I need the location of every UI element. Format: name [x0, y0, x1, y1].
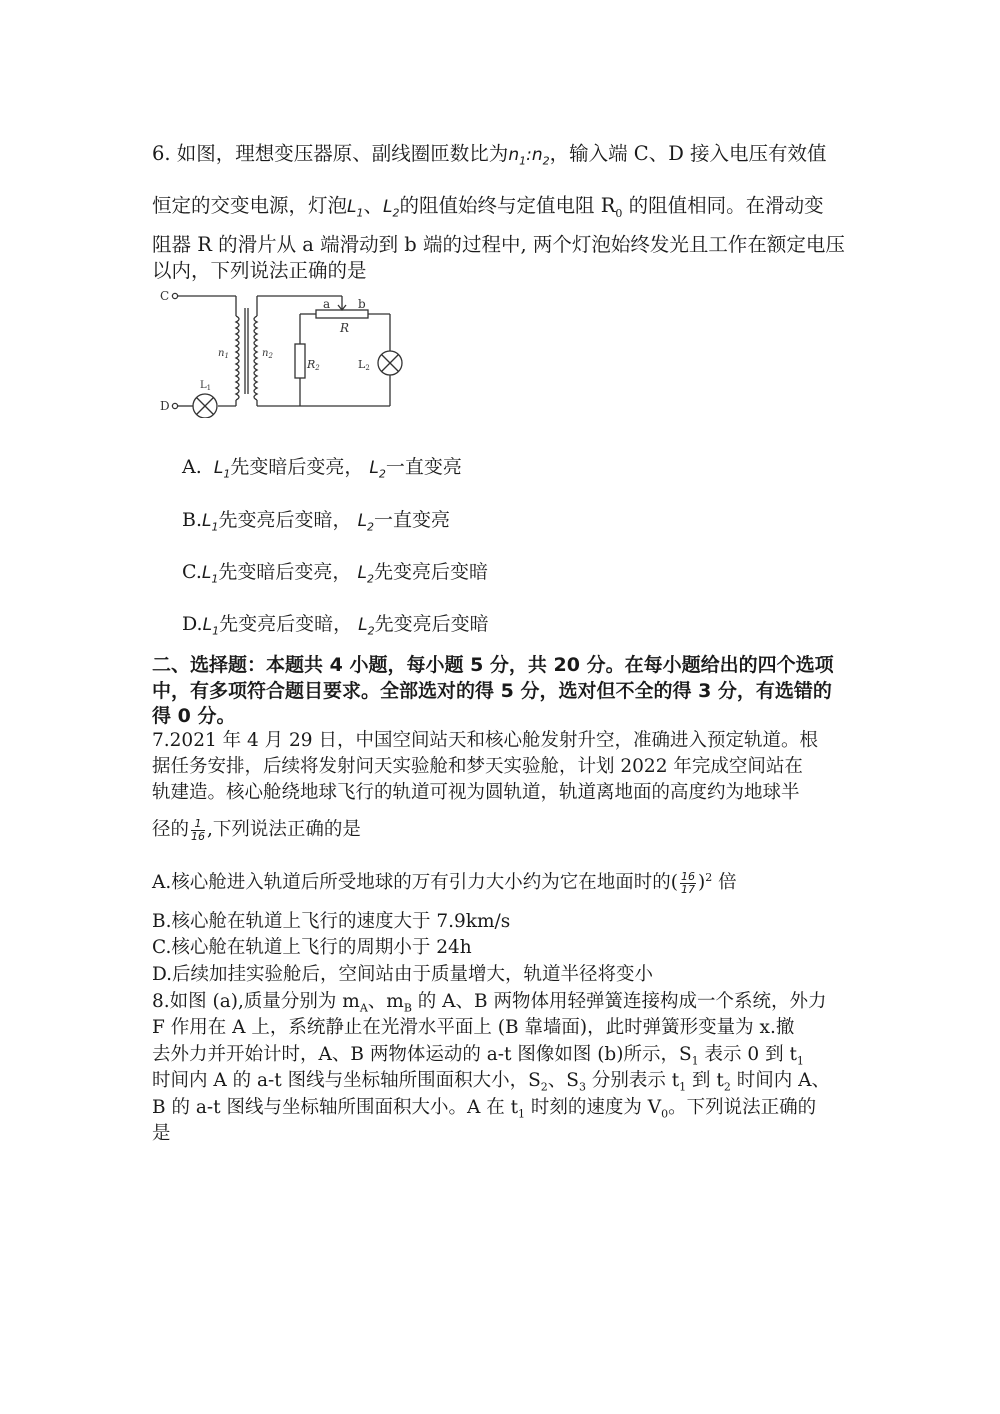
L1-symbol: $L_1$: [202, 615, 220, 638]
q7-option-c[interactable]: C.核心舱在轨道上飞行的周期小于 24h: [152, 937, 472, 958]
L1-symbol: $L_1$: [213, 458, 231, 481]
slider-resistor-r: [316, 310, 368, 318]
subscript: 3: [578, 1080, 586, 1094]
terminal-d: [172, 403, 177, 408]
option-text: 先变亮后变暗: [374, 613, 489, 635]
q7-option-b[interactable]: B.核心舱在轨道上飞行的速度大于 7.9km/s: [152, 911, 511, 932]
L2-symbol: $L_2$: [369, 458, 386, 481]
label-n1: $n_1$: [218, 348, 229, 360]
L2-symbol: $L_2$: [383, 197, 400, 220]
primary-coil: [236, 316, 239, 400]
q8-line-4: [152, 1066, 830, 1094]
exponent: 2: [705, 870, 713, 884]
subscript: 1: [679, 1080, 687, 1094]
label-n2: $n_2$: [262, 348, 273, 360]
option-text: ): [697, 872, 706, 893]
fraction-1-16: $\frac{1}{16}$: [191, 816, 206, 843]
ratio-colon: :: [526, 145, 532, 165]
subscript: 1: [796, 1054, 804, 1068]
subscript: 1: [518, 1107, 526, 1121]
q8-text: 、S: [547, 1070, 579, 1091]
label-l2: L2: [358, 358, 370, 372]
q8-line-1: [152, 987, 827, 1015]
resistor-r2: [295, 344, 305, 378]
subscript: B: [403, 1001, 412, 1015]
option-text: 先变暗后变亮，: [218, 561, 352, 583]
q6-text: 恒定的交变电源，灯泡: [152, 194, 348, 217]
L2-symbol: $L_2$: [358, 615, 375, 638]
subscript: 1: [691, 1054, 699, 1068]
q6-line-3: 阻器 R 的滑片从 a 端滑动到 b 端的过程中, 两个灯泡始终发光且工作在额定电压: [152, 233, 845, 256]
subscript: A: [359, 1001, 368, 1015]
L2-symbol: $L_2$: [357, 511, 375, 534]
option-text: 一直变亮: [385, 456, 462, 478]
subscript: 0: [661, 1107, 669, 1121]
L1-symbol: $L_1$: [201, 563, 219, 586]
option-text: A.核心舱进入轨道后所受地球的万有引力大小约为它在地面时的(: [152, 872, 678, 893]
q7-option-a[interactable]: [152, 868, 737, 896]
option-label: A.: [182, 456, 202, 478]
q8-text: 时间内 A、: [730, 1070, 830, 1091]
q8-text: 8.如图 (a),质量分别为 m: [152, 991, 360, 1012]
section2-heading-line-3: 得 0 分。: [152, 705, 236, 727]
q6-text: 的阻值相同。在滑动变: [622, 194, 824, 217]
label-c: C: [160, 289, 170, 303]
n1-symbol: $n_1$: [508, 145, 527, 168]
q8-text: 表示 0 到 t: [698, 1044, 797, 1065]
label-b: b: [358, 297, 366, 311]
label-r: R: [340, 321, 350, 335]
q8-text: 、m: [367, 991, 404, 1012]
option-text: 先变亮后变暗，: [218, 509, 352, 531]
q7-text: 径的: [152, 819, 190, 840]
n2-symbol: $n_2$: [531, 145, 550, 168]
q6-line-1: [152, 138, 827, 167]
L2-symbol: $L_2$: [357, 563, 374, 586]
option-label: B.: [182, 509, 203, 531]
fraction-16-17: $\frac{16}{17}$: [680, 869, 695, 896]
option-label: D.: [182, 613, 203, 635]
q8-text: 分别表示 t: [585, 1070, 680, 1091]
q7-option-d[interactable]: D.后续加挂实验舱后，空间站由于质量增大，轨道半径将变小: [152, 964, 654, 985]
q8-text: 时间内 A 的 a-t 图线与坐标轴所围面积大小，S: [152, 1070, 541, 1091]
option-text: 倍: [712, 872, 737, 893]
q8-line-6: 是: [152, 1123, 171, 1144]
q8-text: 的 A、B 两物体用轻弹簧连接构成一个系统，外力: [411, 991, 827, 1012]
q6-option-b[interactable]: [182, 505, 450, 533]
label-l1: $L_1$: [200, 380, 212, 392]
q8-text: B 的 a-t 图线与坐标轴所围面积大小。A 在 t: [152, 1097, 519, 1118]
q6-text: 6. 如图，理想变压器原、副线圈匝数比为: [152, 142, 509, 165]
q6-option-d[interactable]: [182, 609, 489, 637]
q8-text: 时刻的速度为 V: [525, 1097, 662, 1118]
q6-text: 、: [363, 194, 384, 217]
label-a: a: [323, 297, 331, 311]
label-r2: R2: [307, 358, 320, 372]
r0-subscript: 0: [615, 206, 623, 220]
transformer-circuit-diagram: [158, 288, 408, 418]
label-d: D: [160, 399, 170, 413]
subscript: 2: [723, 1080, 731, 1094]
section2-heading-line-1: 二、选择题：本题共 4 小题，每小题 5 分，共 20 分。在每小题给出的四个选项: [152, 654, 834, 676]
q7-line-1: 7.2021 年 4 月 29 日，中国空间站天和核心舱发射升空，准确进入预定轨道。根: [152, 730, 818, 751]
q6-line-2: [152, 190, 824, 220]
q6-line-4: 以内，下列说法正确的是: [152, 259, 367, 282]
secondary-coil: [254, 316, 257, 400]
q7-line-2: 据任务安排，后续将发射问天实验舱和梦天实验舱，计划 2022 年完成空间站在: [152, 756, 803, 777]
q7-line-4: [152, 815, 361, 843]
section2-heading-line-2: 中，有多项符合题目要求。全部选对的得 5 分，选对但不全的得 3 分，有选错的: [152, 680, 832, 702]
q6-text: 的阻值始终与定值电阻 R: [399, 194, 616, 217]
q8-text: 到 t: [686, 1070, 724, 1091]
q7-line-3: 轨建造。核心舱绕地球飞行的轨道可视为圆轨道，轨道离地面的高度约为地球半: [152, 782, 800, 803]
terminal-c: [172, 293, 177, 298]
subscript: 2: [540, 1080, 548, 1094]
q6-text: ，输入端 C、D 接入电压有效值: [549, 142, 827, 165]
option-text: 一直变亮: [374, 509, 451, 531]
q8-line-3: [152, 1040, 804, 1068]
q8-text: 去外力并开始计时，A、B 两物体运动的 a-t 图像如图 (b)所示，S: [152, 1044, 692, 1065]
q8-text: 。下列说法正确的: [668, 1097, 817, 1118]
q8-line-5: [152, 1093, 816, 1121]
option-text: 先变亮后变暗，: [219, 613, 353, 635]
option-label: C.: [182, 561, 202, 583]
L1-symbol: $L_1$: [202, 511, 219, 534]
option-text: 先变暗后变亮，: [230, 456, 364, 478]
q6-option-a[interactable]: [182, 452, 462, 480]
option-text: 先变亮后变暗: [373, 561, 488, 583]
L1-symbol: $L_1$: [347, 197, 364, 220]
q6-option-c[interactable]: [182, 557, 488, 585]
q8-line-2: F 作用在 A 上，系统静止在光滑水平面上 (B 靠墙面)，此时弹簧形变量为 x.撤: [152, 1017, 795, 1038]
q7-text: ,下列说法正确的是: [207, 819, 361, 840]
